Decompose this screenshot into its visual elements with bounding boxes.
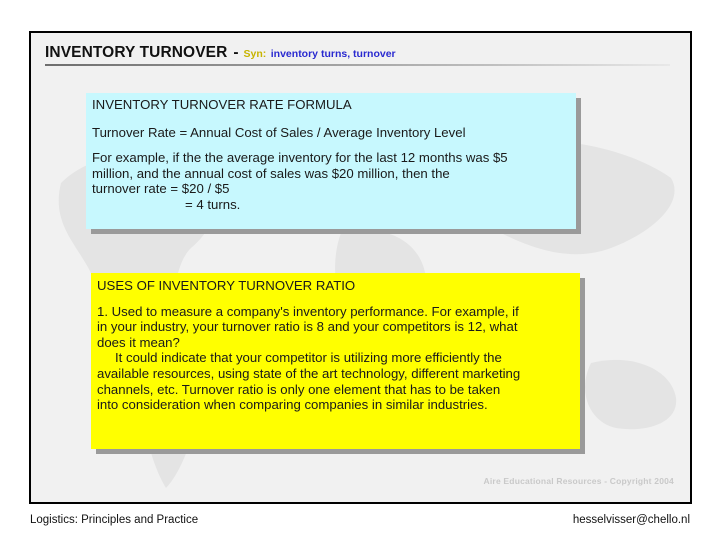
slide-frame (29, 31, 692, 504)
synonym-label: Syn: (243, 48, 267, 60)
uses-paragraph-line: It could indicate that your competitor is utilizing more efficiently the (115, 350, 502, 366)
example-line: For example, if the the average inventory for the last 12 months was $5 (92, 150, 508, 166)
uses-paragraph-line: in your industry, your turnover ratio is 8 and your competitors is 12, what (97, 319, 518, 335)
header-divider (45, 64, 670, 66)
uses-paragraph-line: 1. Used to measure a company's inventory performance. For example, if (97, 303, 519, 319)
uses-paragraph-line: into consideration when comparing companies in similar industries. (97, 397, 488, 413)
formula-heading: INVENTORY TURNOVER RATE FORMULA (92, 97, 352, 112)
example-result: = 4 turns. (185, 196, 241, 212)
footer-course-title: Logistics: Principles and Practice (30, 514, 199, 526)
footer-email: hesselvisser@chello.nl (572, 514, 690, 526)
example-line: turnover rate = $20 / $5 (92, 181, 230, 197)
uses-paragraph-line: channels, etc. Turnover ratio is only one element that has to be taken (97, 381, 501, 397)
uses-paragraph-line: available resources, using state of the art technology, different marketing (97, 365, 521, 381)
uses-heading: USES OF INVENTORY TURNOVER RATIO (97, 278, 356, 293)
copyright-text: Aire Educational Resources - Copyright 2004 (483, 476, 674, 486)
uses-box (91, 273, 580, 449)
slide-header (45, 44, 396, 62)
title-dash: - (233, 44, 239, 61)
uses-paragraph-line: does it mean? (97, 334, 180, 350)
example-line: million, and the annual cost of sales was $20 million, then the (92, 165, 450, 181)
formula-text: Turnover Rate = Annual Cost of Sales / Average Inventory Level (92, 124, 466, 140)
synonym-terms: inventory turns, turnover (270, 48, 396, 60)
slide-title: INVENTORY TURNOVER (45, 44, 228, 61)
formula-box (86, 93, 576, 229)
